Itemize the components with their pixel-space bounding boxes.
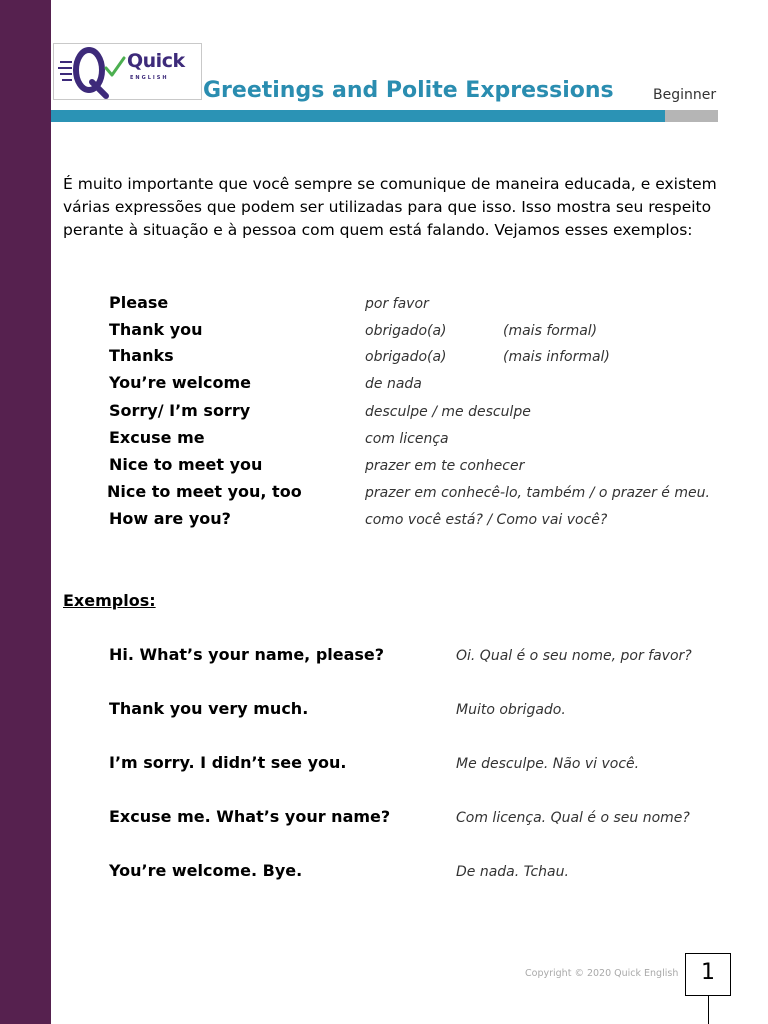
vocab-english: Nice to meet you <box>109 455 263 474</box>
vocab-portuguese: como você está? / Como vai você? <box>365 512 608 528</box>
page-number: 1 <box>701 960 715 985</box>
vocab-english: Please <box>109 293 169 312</box>
vocab-portuguese: desculpe / me desculpe <box>365 404 531 420</box>
example-portuguese: Muito obrigado. <box>456 702 566 718</box>
example-english: I’m sorry. I didn’t see you. <box>109 753 347 772</box>
vocab-english: You’re welcome <box>109 373 252 392</box>
example-portuguese: De nada. Tchau. <box>456 864 569 880</box>
example-english: Excuse me. What’s your name? <box>109 807 391 826</box>
logo <box>53 43 202 100</box>
example-english: Hi. What’s your name, please? <box>109 645 385 664</box>
page-number-box <box>685 953 731 996</box>
vocab-portuguese: por favor <box>365 296 429 312</box>
title-rule <box>51 110 665 122</box>
intro-paragraph: É muito importante que você sempre se comunique de maneira educada, e existem várias expressões que podem ser utilizadas para que isso. Isso mostra seu respeito perante à situação e à pessoa com quem está falando. Vejamos esses exemplos: <box>63 175 717 239</box>
example-english: You’re welcome. Bye. <box>109 861 303 880</box>
vocab-portuguese: obrigado(a) <box>365 323 447 339</box>
vocab-english: How are you? <box>109 509 231 528</box>
logo-subtitle: ENGLISH <box>130 75 169 81</box>
vocab-portuguese: obrigado(a) <box>365 349 447 365</box>
vocab-note: (mais informal) <box>503 349 610 365</box>
example-portuguese: Me desculpe. Não vi você. <box>456 756 640 772</box>
vocab-portuguese: prazer em te conhecer <box>365 458 525 474</box>
example-portuguese: Oi. Qual é o seu nome, por favor? <box>456 648 692 664</box>
vocab-english: Sorry/ I’m sorry <box>109 401 251 420</box>
vocab-portuguese: prazer em conhecê-lo, também / o prazer é meu. <box>365 485 710 501</box>
logo-wordmark: Quick <box>127 50 185 72</box>
vocab-portuguese: com licença <box>365 431 449 447</box>
vocab-english: Nice to meet you, too <box>107 482 302 501</box>
side-bar <box>0 0 51 1024</box>
example-portuguese: Com licença. Qual é o seu nome? <box>456 810 690 826</box>
page-title: Greetings and Polite Expressions <box>203 78 614 103</box>
example-english: Thank you very much. <box>109 699 309 718</box>
vocab-portuguese: de nada <box>365 376 422 392</box>
vocab-english: Thank you <box>109 320 203 339</box>
level-label: Beginner <box>653 87 717 103</box>
vocab-note: (mais formal) <box>503 323 598 339</box>
vocab-english: Thanks <box>109 346 174 365</box>
copyright-text: Copyright © 2020 Quick English <box>525 968 679 979</box>
title-rule-end <box>665 110 718 122</box>
vocab-english: Excuse me <box>109 428 205 447</box>
examples-heading: Exemplos: <box>63 591 156 610</box>
page-number-line <box>708 996 709 1024</box>
